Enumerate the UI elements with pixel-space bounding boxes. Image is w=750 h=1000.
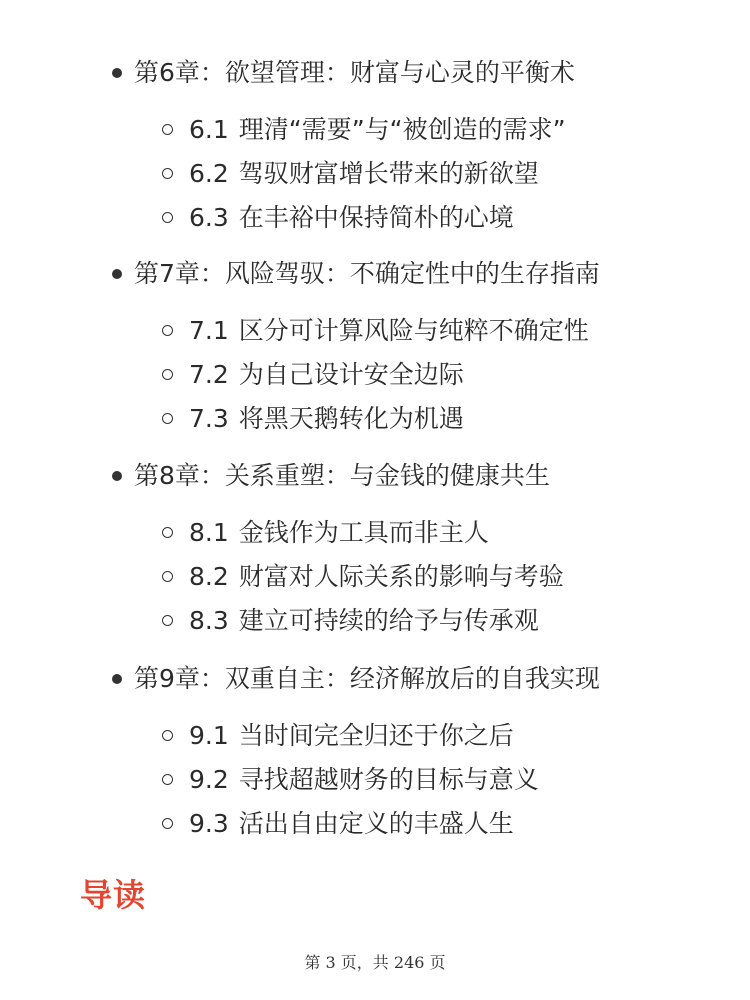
bullet-circle-icon bbox=[162, 369, 173, 380]
section-item bbox=[0, 399, 750, 439]
section-title: 驾驭财富增长带来的新欲望 bbox=[238, 159, 539, 188]
section-number: 6.1 bbox=[189, 115, 229, 144]
section-title: 理清“需要”与“被创造的需求” bbox=[238, 115, 566, 144]
bullet-disc-icon bbox=[112, 674, 122, 684]
bullet-circle-icon bbox=[162, 818, 173, 829]
section-number: 8.1 bbox=[189, 518, 229, 547]
page-footer: 第 3 页，共 246 页 bbox=[304, 953, 446, 972]
section-title: 活出自由定义的丰盛人生 bbox=[238, 809, 514, 838]
chapter-title: 第9章：双重自主：经济解放后的自我实现 bbox=[134, 664, 600, 693]
bullet-circle-icon bbox=[162, 615, 173, 626]
section-number: 9.3 bbox=[189, 809, 229, 838]
bullet-circle-icon bbox=[162, 527, 173, 538]
section-heading: 导读 bbox=[80, 876, 147, 914]
section-title: 金钱作为工具而非主人 bbox=[238, 518, 489, 547]
section-title: 将黑天鹅转化为机遇 bbox=[238, 404, 464, 433]
section-item bbox=[0, 110, 750, 150]
section-title: 寻找超越财务的目标与意义 bbox=[238, 765, 539, 794]
chapter-title: 第7章：风险驾驭：不确定性中的生存指南 bbox=[134, 259, 600, 288]
section-item bbox=[0, 601, 750, 641]
section-item bbox=[0, 198, 750, 238]
section-item bbox=[0, 513, 750, 553]
section-title: 当时间完全归还于你之后 bbox=[238, 721, 514, 750]
section-number: 8.2 bbox=[189, 562, 229, 591]
section-title: 财富对人际关系的影响与考验 bbox=[238, 562, 564, 591]
bullet-circle-icon bbox=[162, 212, 173, 223]
section-item bbox=[0, 154, 750, 194]
bullet-circle-icon bbox=[162, 325, 173, 336]
section-title: 为自己设计安全边际 bbox=[238, 360, 464, 389]
chapter-item bbox=[0, 254, 750, 294]
bullet-circle-icon bbox=[162, 124, 173, 135]
bullet-disc-icon bbox=[112, 269, 122, 279]
chapter-title: 第8章：关系重塑：与金钱的健康共生 bbox=[134, 461, 550, 490]
section-number: 7.1 bbox=[189, 316, 229, 345]
section-number: 9.1 bbox=[189, 721, 229, 750]
bullet-circle-icon bbox=[162, 413, 173, 424]
section-number: 8.3 bbox=[189, 606, 229, 635]
bullet-circle-icon bbox=[162, 168, 173, 179]
section-title: 在丰裕中保持简朴的心境 bbox=[238, 203, 514, 232]
section-item bbox=[0, 311, 750, 351]
bullet-disc-icon bbox=[112, 68, 122, 78]
section-item bbox=[0, 760, 750, 800]
section-number: 7.3 bbox=[189, 404, 229, 433]
section-item bbox=[0, 804, 750, 844]
section-number: 6.3 bbox=[189, 203, 229, 232]
bullet-circle-icon bbox=[162, 571, 173, 582]
section-item bbox=[0, 557, 750, 597]
chapter-item bbox=[0, 659, 750, 699]
bullet-circle-icon bbox=[162, 774, 173, 785]
section-title: 建立可持续的给予与传承观 bbox=[238, 606, 539, 635]
section-number: 7.2 bbox=[189, 360, 229, 389]
section-item bbox=[0, 716, 750, 756]
chapter-title: 第6章：欲望管理：财富与心灵的平衡术 bbox=[134, 58, 575, 87]
bullet-circle-icon bbox=[162, 730, 173, 741]
section-item bbox=[0, 355, 750, 395]
chapter-item bbox=[0, 53, 750, 93]
section-number: 6.2 bbox=[189, 159, 229, 188]
bullet-disc-icon bbox=[112, 471, 122, 481]
section-number: 9.2 bbox=[189, 765, 229, 794]
chapter-item bbox=[0, 456, 750, 496]
section-title: 区分可计算风险与纯粹不确定性 bbox=[238, 316, 589, 345]
